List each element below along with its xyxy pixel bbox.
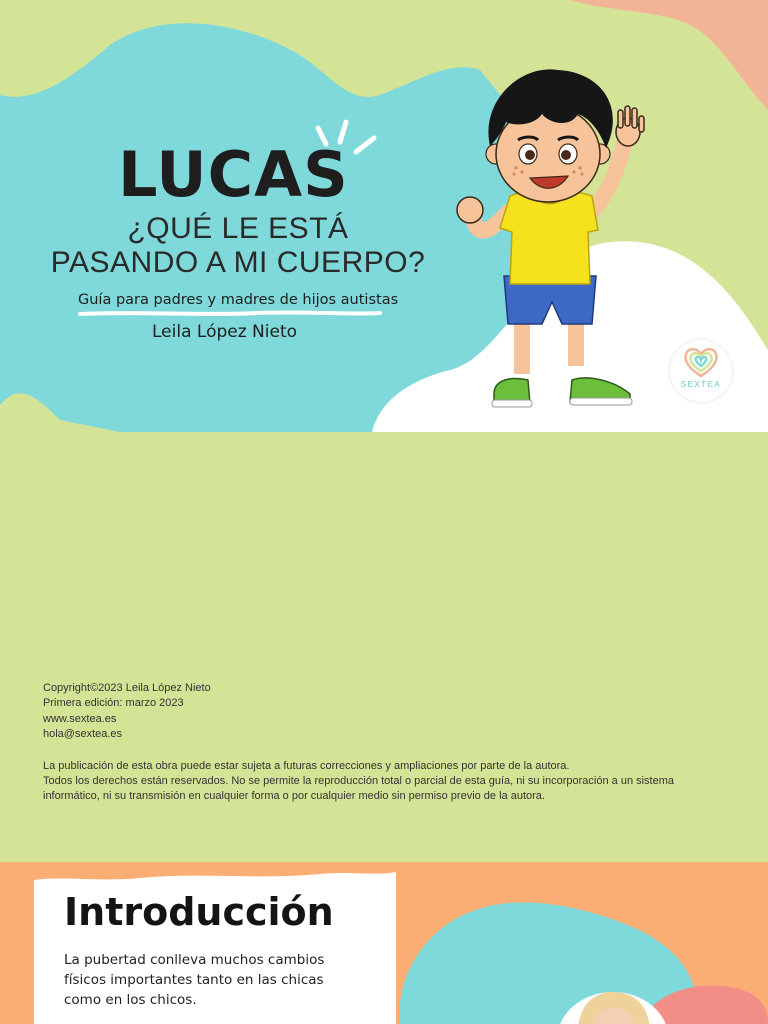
edition-line: Primera edición: marzo 2023 <box>43 697 184 710</box>
book-title: LUCAS <box>118 138 349 211</box>
section-title: Introducción <box>64 890 334 934</box>
guide-tagline: Guía para padres y madres de hijos autistas <box>78 292 399 308</box>
email-line: hola@sextea.es <box>43 728 123 741</box>
boy-illustration <box>450 62 660 414</box>
cover-page <box>0 0 768 432</box>
author-name: Leila López Nieto <box>152 322 298 342</box>
website-line: www.sextea.es <box>43 712 117 725</box>
brush-underline <box>78 310 382 318</box>
author-photo <box>538 980 688 1024</box>
section-body: La pubertad conlleva muchos cambios físicos importantes tanto en las chicas como en los chicos. <box>64 952 325 1008</box>
copyright-block <box>43 681 733 805</box>
copyright-line: Copyright©2023 Leila López Nieto <box>43 682 211 694</box>
book-subtitle: ¿QUÉ LE ESTÁ PASANDO A MI CUERPO? <box>50 212 426 279</box>
notice-rights: Todos los derechos están reservados. No se permite la reproducción total o parcial de esta guía, ni su incorporación a un sistema informático, ni su transmisión en cualquier forma o por cualquier medio sin permiso previo de la autora. <box>43 775 675 803</box>
logo-label: SEXTEA <box>680 380 722 389</box>
intro-page <box>0 862 768 1024</box>
sextea-logo <box>670 340 732 402</box>
notice-corrections: La publicación de esta obra puede estar sujeta a futuras correcciones y ampliaciones por parte de la autora. <box>43 759 570 772</box>
heart-icon <box>670 340 732 384</box>
